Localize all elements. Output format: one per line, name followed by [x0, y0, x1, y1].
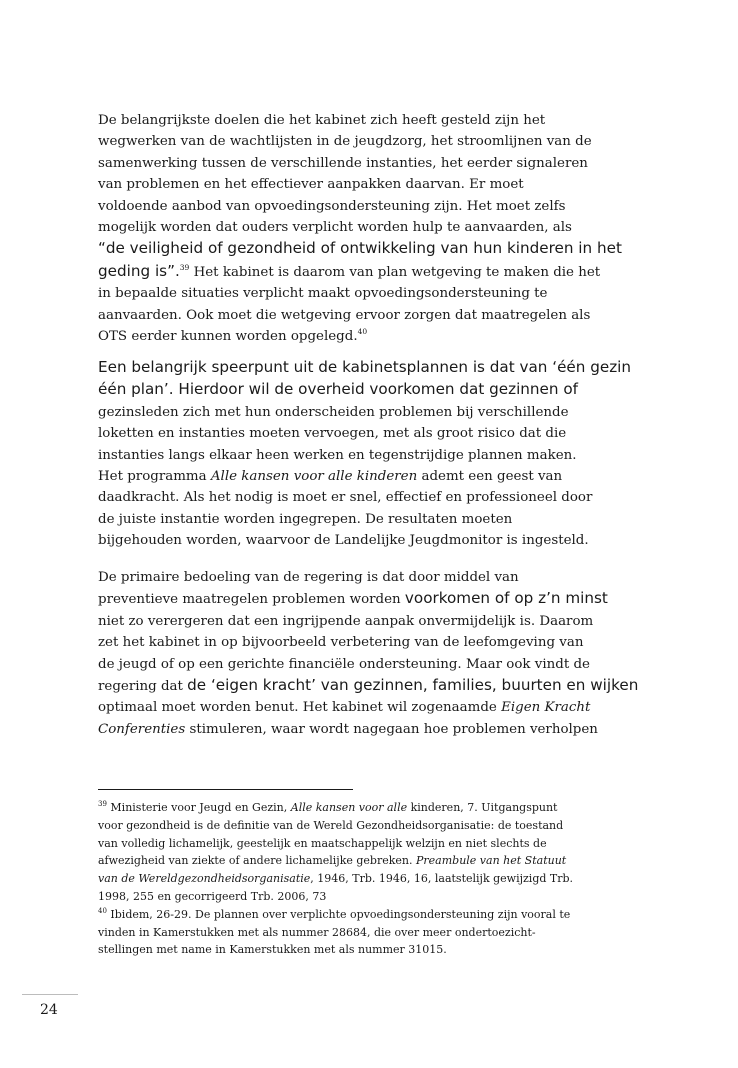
text-segment: OTS eerder kunnen worden opgelegd. [98, 329, 358, 345]
footnote-marker: 39 [98, 800, 107, 808]
text-segment: regering dat [98, 679, 188, 695]
page-number-rule [22, 994, 78, 995]
text-line [98, 852, 643, 870]
text-segment: Het kabinet is daarom van plan wetgeving te maken die het [189, 264, 601, 280]
text-line [98, 379, 643, 401]
text-segment: aanvaarden. Ook moet die wetgeving ervoor zorgen dat maatregelen als [98, 307, 591, 323]
paragraph-one-family-one-plan [98, 357, 643, 552]
text-segment: optimaal moet worden benut. Het kabinet wil zogenaamde [98, 700, 502, 716]
text-line [98, 110, 643, 131]
quoted-text: één plan’. Hierdoor wil de overheid voorkomen dat gezinnen of [98, 380, 578, 399]
text-line [98, 131, 643, 152]
footnote-separator [98, 789, 353, 790]
paragraph-prevention [98, 567, 643, 740]
text-segment: Ministerie voor Jeugd en Gezin, [106, 801, 291, 814]
text-line [98, 530, 643, 551]
footnote-marker: 40 [98, 906, 107, 915]
text-line [98, 632, 643, 653]
text-segment: niet zo verergeren dat een ingrijpende aanpak onvermijdelijk is. Daarom [98, 613, 594, 629]
text-segment: mogelijk worden dat ouders verplicht worden hulp te aanvaarden, als [98, 220, 572, 236]
text-segment: ademt een geest van [417, 469, 563, 485]
text-segment: de jeugd of op een gerichte financiële ondersteuning. Maar ook vindt de [98, 656, 590, 672]
quoted-text: Een belangrijk speerpunt uit de kabinetsplannen is dat van ‘één gezin [98, 358, 632, 376]
text-line [98, 611, 643, 632]
text-segment: van problemen en het effectiever aanpakken daarvan. Er moet [98, 177, 524, 193]
text-line [98, 697, 643, 718]
italic-text: Conferenties [98, 721, 186, 737]
text-segment: Ibidem, 26-29. De plannen over verplichte opvoedingsondersteuning zijn vooral te [106, 907, 571, 921]
text-segment: samenwerking tussen de verschillende instanties, het eerder signaleren [98, 155, 588, 171]
text-line [98, 174, 643, 195]
text-line [98, 357, 643, 379]
footnote-marker: 39 [179, 262, 190, 272]
text-line [98, 423, 643, 444]
text-line [98, 588, 643, 610]
quoted-text: “de veiligheid of gezondheid of ontwikkeling van hun kinderen in het [98, 239, 622, 258]
text-line [98, 799, 643, 817]
text-line [98, 487, 643, 508]
text-segment: stellingen met name in Kamerstukken met als nummer 31015. [98, 943, 447, 957]
text-segment: kinderen, 7. Uitgangspunt [407, 801, 558, 814]
text-segment: stimuleren, waar wordt nagegaan hoe problemen verholpen [185, 721, 598, 737]
text-segment: in bepaalde situaties verplicht maakt opvoedingsondersteuning te [98, 286, 548, 302]
text-segment: van volledig lichamelijk, geestelijk en maatschappelijk welzijn en niet slechts de [98, 836, 547, 850]
quoted-text: geding is”. [98, 261, 180, 280]
text-line [98, 817, 643, 835]
text-segment: instanties langs elkaar heen werken en tegenstrijdige plannen maken. [98, 447, 577, 463]
text-line [98, 941, 643, 959]
text-segment: bijgehouden worden, waarvoor de Landelijke Jeugdmonitor is ingesteld. [98, 533, 589, 549]
text-line [98, 870, 643, 888]
text-line [98, 675, 643, 697]
text-line [98, 654, 643, 675]
text-segment: Het programma [98, 469, 211, 485]
text-line [98, 261, 643, 283]
text-segment: , 1946, Trb. 1946, 16, laatstelijk gewijzigd Trb. [310, 872, 574, 886]
text-line [98, 238, 643, 260]
quoted-text: voorkomen of op z’n minst [404, 589, 608, 608]
text-segment: daadkracht. Als het nodig is moet er snel, effectief en professioneel door [98, 490, 593, 506]
text-segment: gezinsleden zich met hun onderscheiden problemen bij verschillende [98, 404, 569, 420]
italic-text: Eigen Kracht [501, 700, 591, 716]
text-segment: wegwerken van de wachtlijsten in de jeugdzorg, het stroomlijnen van de [98, 134, 592, 150]
italic-text: Alle kansen voor alle kinderen [210, 469, 418, 485]
text-segment: De belangrijkste doelen die het kabinet zich heeft gesteld zijn het [98, 113, 546, 128]
text-segment: 1998, 255 en gecorrigeerd Trb. 2006, 73 [98, 889, 327, 903]
text-segment: loketten en instanties moeten vervoegen, met als groot risico dat die [98, 426, 567, 442]
italic-text: Alle kansen voor alle [290, 801, 408, 814]
text-line [98, 283, 643, 304]
text-segment: voldoende aanbod van opvoedingsondersteuning zijn. Het moet zelfs [98, 198, 566, 214]
italic-text: Preambule van het Statuut [416, 854, 567, 868]
text-segment: de juiste instantie worden ingegrepen. De resultaten moeten [98, 511, 513, 527]
text-segment: afwezigheid van ziekte of andere lichamelijke gebreken. [98, 854, 416, 868]
text-line [98, 924, 643, 942]
italic-text: van de Wereldgezondheidsorganisatie [98, 872, 311, 886]
text-line [98, 326, 643, 347]
text-segment: voor gezondheid is de definitie van de Wereld Gezondheidsorganisatie: de toestand [98, 818, 564, 832]
text-line [98, 196, 643, 217]
text-segment: preventieve maatregelen problemen worden [98, 592, 405, 608]
text-line [98, 402, 643, 423]
text-line [98, 888, 643, 906]
text-segment: vinden in Kamerstukken met als nummer 28684, die over meer ondertoezicht- [98, 925, 536, 939]
text-line [98, 906, 643, 924]
text-line [98, 466, 643, 487]
text-line [98, 217, 643, 238]
quoted-text: de ‘eigen kracht’ van gezinnen, families, buurten en wijken [187, 676, 639, 695]
paragraph-goals [98, 110, 643, 347]
text-line [98, 445, 643, 466]
text-segment: zet het kabinet in op bijvoorbeeld verbetering van de leefomgeving van [98, 635, 584, 651]
footnotes [98, 799, 643, 959]
text-line [98, 509, 643, 530]
text-line [98, 719, 643, 740]
text-line [98, 835, 643, 853]
text-line [98, 153, 643, 174]
footnote-marker: 40 [357, 327, 368, 337]
text-line [98, 567, 643, 588]
page-number: 24 [40, 1002, 58, 1018]
text-line [98, 305, 643, 326]
text-segment: De primaire bedoeling van de regering is dat door middel van [98, 570, 519, 585]
